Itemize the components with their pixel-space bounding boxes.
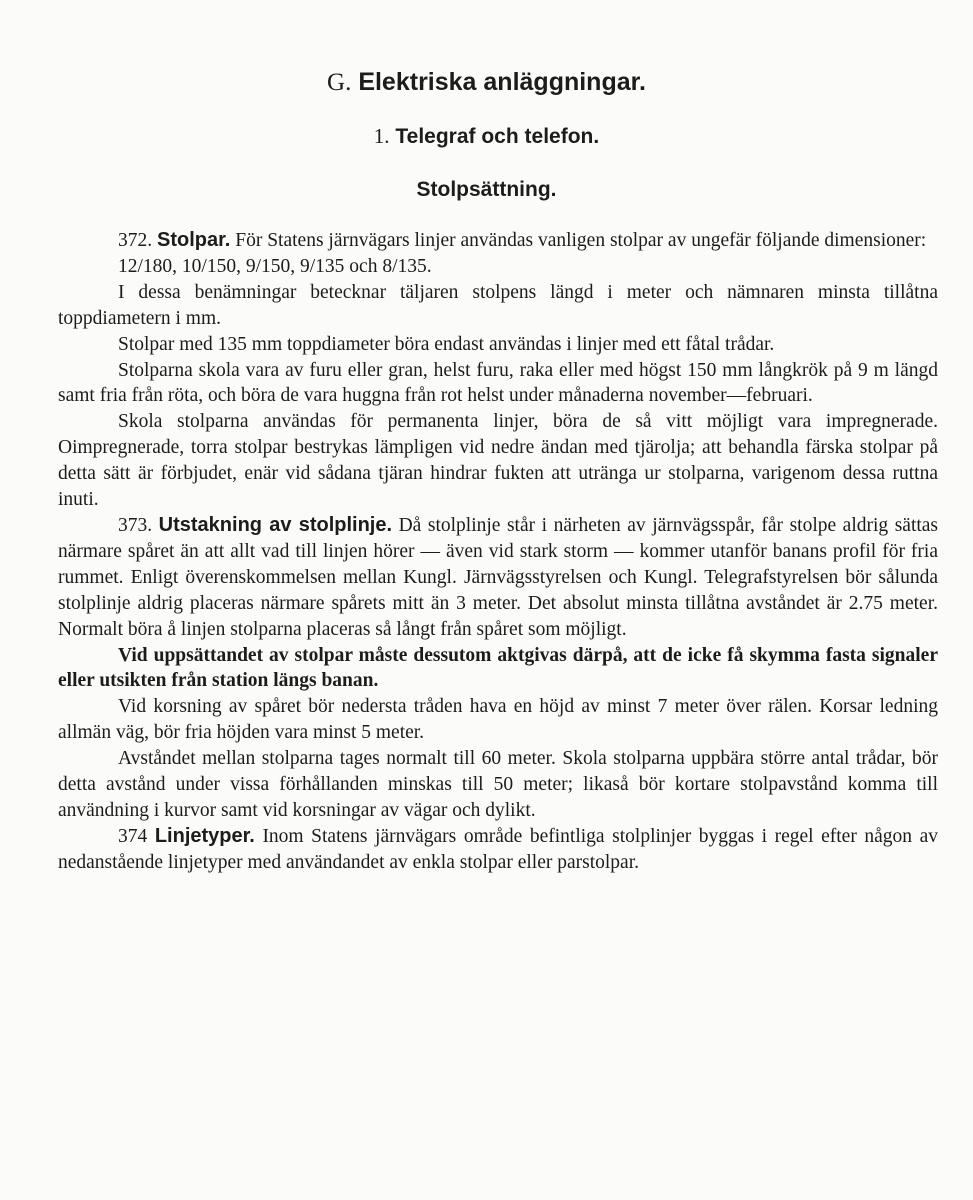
paragraph-372-wood: Stolparna skola vara av furu eller gran, helst furu, raka eller med högst 150 mm långkrök på 9 m längd samt fria från röta, och böra de vara huggna från rot helst under månaderna november—februari. <box>58 359 938 407</box>
chapter-letter: G. <box>327 69 352 96</box>
paragraph-372-intro <box>58 228 938 254</box>
paragraph-number: 374 <box>118 825 148 847</box>
chapter-heading <box>0 68 973 97</box>
body-text <box>58 228 938 876</box>
paragraph-373-signals: Vid uppsättandet av stolpar måste dessutom aktgivas därpå, att de icke få skymma fasta signaler eller utsikten från station längs banan. <box>58 644 938 692</box>
paragraph-number: 372. <box>118 230 153 251</box>
dimension-list: 12/180, 10/150, 9/150, 9/135 och 8/135. <box>118 255 432 277</box>
paragraph-text: Då stolplinje står i närheten av järnvägsspår, får stolpe aldrig sättas närmare spåret än att allt vad till linjen hörer — även vid stark storm — kommer utanför banans profil för fria rummet. Enligt överenskommelsen mellan Kungl. Järnvägsstyrelsen och Kungl. Telegrafstyrelsen bör sålunda stolplinje aldrig placeras närmare spårets mitt än 3 meter. Det absolut minsta tillåtna avståndet är 2.75 meter. Normalt böra å linjen stolparna placeras så långt från spåret som möjligt. <box>58 514 939 640</box>
paragraph-372-impregnation: Skola stolparna användas för permanenta linjer, böra de så vitt möjligt vara impregnerade. Oimpregnerade, torra stolpar bestrykas lämpligen vid nedre ändan med tjärolja; att behandla färska stolpar på detta sätt är förbjudet, enär vid sådana tjäran hindrar fukten att utränga ur stolparna, varigenom dessa ruttna inuti. <box>58 411 938 511</box>
subsection-heading <box>0 178 973 202</box>
paragraph-373-crossing-height: Vid korsning av spåret bör nedersta tråden hava en höjd av minst 7 meter över rälen. Korsar ledning allmän väg, bör fria höjden vara minst 5 meter. <box>58 696 938 744</box>
section-title: Telegraf och telefon. <box>395 125 600 148</box>
paragraph-text: För Statens järnvägars linjer användas vanligen stolpar av ungefär följande dimensioner: <box>235 230 927 251</box>
section-heading <box>0 124 973 149</box>
paragraph-372-thin-poles: Stolpar med 135 mm toppdiameter böra endast användas i linjer med ett fåtal trådar. <box>118 333 775 355</box>
paragraph-373-intro <box>58 513 938 643</box>
paragraph-373-pole-spacing: Avståndet mellan stolparna tages normalt till 60 meter. Skola stolparna uppbära större antal trådar, bör detta avstånd under vissa förhållanden minskas till 50 meter; likaså bör kortare stolpavstånd komma till användning i kurvor samt vid korsningar av vägar och dylikt. <box>58 748 938 821</box>
section-number: 1. <box>373 124 390 148</box>
paragraph-372-notation: I dessa benämningar betecknar täljaren stolpens längd i meter och nämnaren minsta tillåtna toppdiametern i mm. <box>58 281 938 329</box>
chapter-title: Elektriska anläggningar. <box>358 68 646 96</box>
paragraph-text: Inom Statens järnvägars område befintliga stolplinjer byggas i regel efter någon av nedanstående linjetyper med användandet av enkla stolpar eller parstolpar. <box>58 825 939 873</box>
paragraph-374-intro <box>58 824 938 876</box>
paragraph-title: Stolpar. <box>157 229 231 251</box>
paragraph-number: 373. <box>118 514 153 536</box>
paragraph-title: Linjetyper. <box>154 824 255 847</box>
paragraph-title: Utstakning av stolplinje. <box>158 513 393 536</box>
subsection-title: Stolpsättning. <box>416 178 557 201</box>
